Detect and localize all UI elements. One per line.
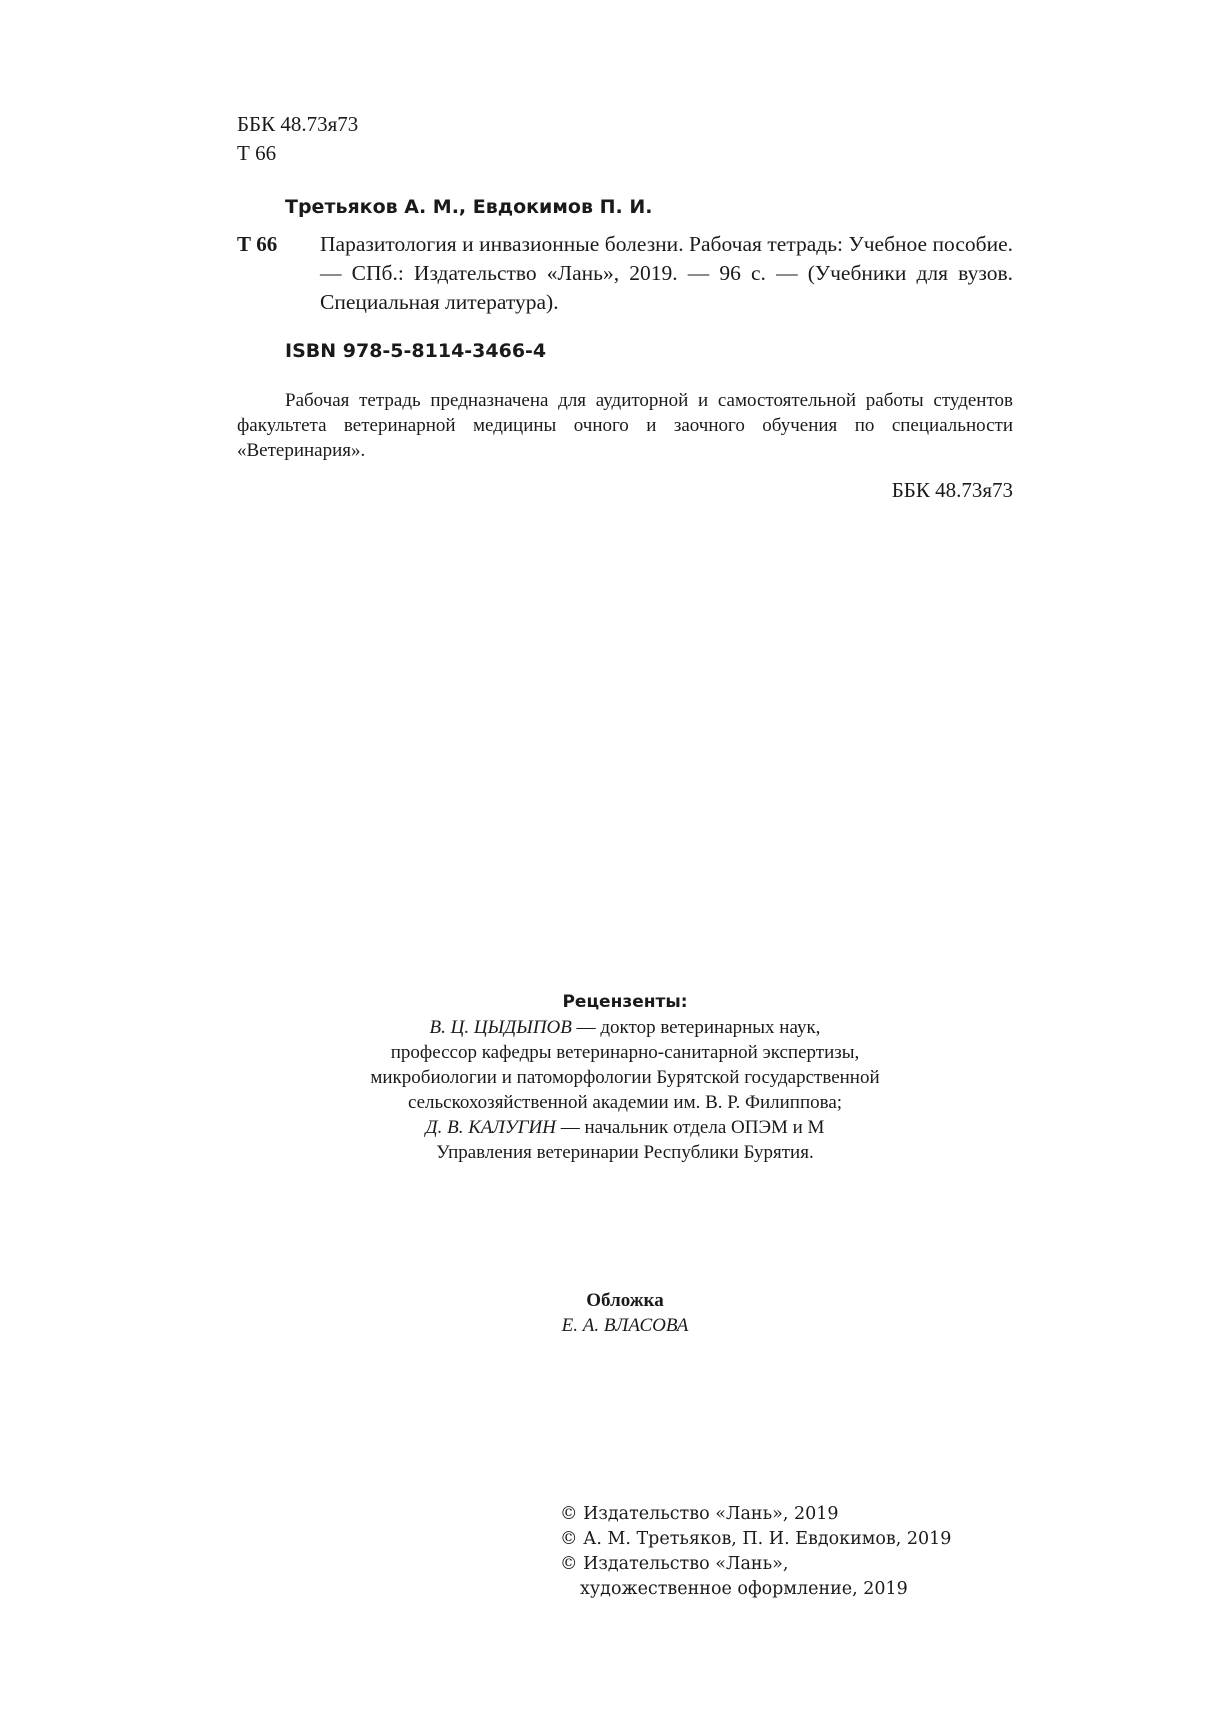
- copyright-block: [560, 1502, 951, 1602]
- authors: Третьяков А. М., Евдокимов П. И.: [285, 196, 653, 218]
- reviewer-2-name: Д. В. КАЛУГИН: [425, 1117, 556, 1138]
- reviewer-1-department: микробиологии и патоморфологии Бурятской государственной: [370, 1067, 880, 1088]
- reviewer-2-organization: Управления ветеринарии Республики Бурятия.: [436, 1142, 814, 1163]
- reviewers-block: [237, 990, 1013, 1165]
- author-code: Т 66: [237, 141, 277, 165]
- copyright-publisher: © Издательство «Лань», 2019: [560, 1504, 839, 1524]
- reviewers-heading: Рецензенты:: [562, 992, 688, 1012]
- reviewer-2: [237, 1115, 1013, 1140]
- bibliographic-description: Паразитология и инвазионные болезни. Рабочая тетрадь: Учебное пособие. — СПб.: Издательство «Лань», 2019. — 96 с. — (Учебники для вузов. Специальная литература).: [320, 232, 1013, 314]
- bbk-index-right: ББК 48.73я73: [891, 478, 1013, 502]
- reviewer-1-position: профессор кафедры ветеринарно-санитарной экспертизы,: [390, 1042, 860, 1063]
- reviewer-1-academy: сельскохозяйственной академии им. В. Р. Филиппова;: [407, 1092, 843, 1113]
- cover-credit: [237, 1288, 1013, 1338]
- annotation: Рабочая тетрадь предназначена для аудиторной и самостоятельной работы студентов факультета ветеринарной медицины очного и заочного обучения по специальности «Ветеринария».: [237, 390, 1013, 461]
- isbn: ISBN 978-5-8114-3466-4: [285, 340, 547, 362]
- bbk-header: [237, 110, 358, 168]
- catalog-code: Т 66: [237, 232, 278, 256]
- reviewer-1-title: — доктор ветеринарных наук,: [571, 1017, 821, 1038]
- cover-designer: Е. А. ВЛАСОВА: [561, 1315, 689, 1336]
- reviewer-1-name: В. Ц. ЦЫДЫПОВ: [429, 1017, 572, 1038]
- copyright-design: © Издательство «Лань»,: [560, 1554, 789, 1574]
- bbk-index: ББК 48.73я73: [237, 112, 359, 136]
- cover-heading: Обложка: [586, 1290, 664, 1311]
- reviewer-1: [237, 1015, 1013, 1040]
- copyright-authors: © А. М. Третьяков, П. И. Евдокимов, 2019: [560, 1529, 952, 1549]
- copyright-design-note: художественное оформление, 2019: [580, 1579, 908, 1599]
- reviewer-2-title: — начальник отдела ОПЭМ и М: [555, 1117, 825, 1138]
